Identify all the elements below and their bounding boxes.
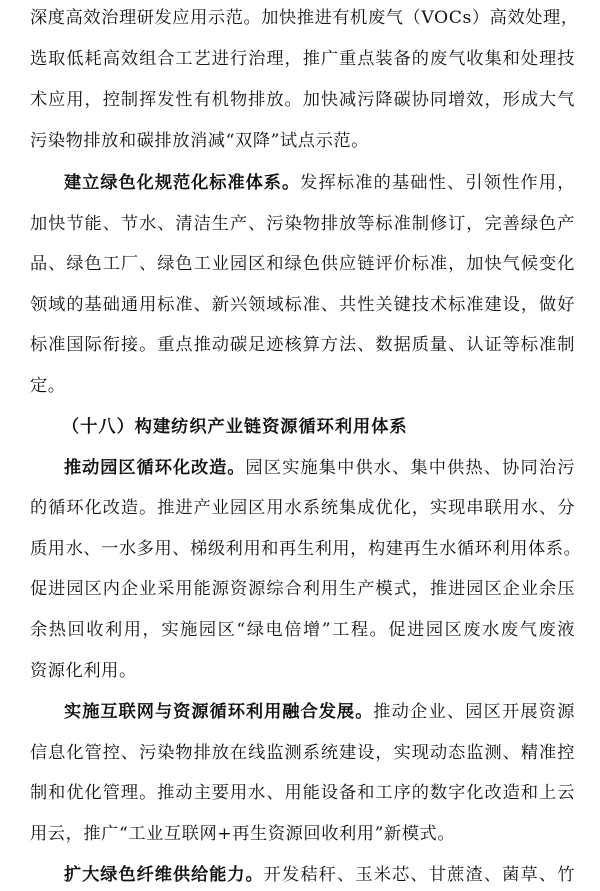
text-line: 信息化管控、污染物排放在线监测系统建设，实现动态监测、精准控	[30, 743, 575, 763]
section-heading: （十八）构建纺织产业链资源循环利用体系	[62, 417, 408, 437]
text-line: 制和优化管理。推动主要用水、用能设备和工序的数字化改造和上云	[30, 783, 575, 803]
text-line: 污染物排放和碳排放消减“双降”试点示范。	[30, 131, 369, 151]
text-line: 余热回收利用，实施园区“绿电倍增”工程。促进园区废水废气废液	[30, 620, 575, 640]
text-line: 加快节能、节水、清洁生产、污染物排放等标准制修订，完善绿色产	[30, 214, 575, 234]
paragraph-lead: 推动园区循环化改造。	[64, 458, 246, 478]
text-line: 的循环化改造。推进产业园区用水系统集成优化，实现串联用水、分	[30, 498, 575, 518]
text-line: 领域的基础通用标准、新兴领域标准、共性关键技术标准建设，做好	[30, 295, 575, 315]
paragraph-lead: 实施互联网与资源循环利用融合发展。	[64, 702, 374, 722]
text-line: 用云，推广“工业互联网+再生资源回收利用”新模式。	[30, 824, 456, 844]
text-line: 扩大绿色纤维供给能力。开发秸秆、玉米芯、甘蔗渣、菌草、竹	[64, 865, 576, 885]
text-line: 促进园区内企业采用能源资源综合利用生产模式，推进园区企业余压	[30, 579, 575, 599]
text-line: 术应用，控制挥发性有机物排放。加快减污降碳协同增效，形成大气	[30, 90, 575, 110]
paragraph-lead: 建立绿色化规范化标准体系。	[64, 173, 301, 193]
text-line: 建立绿色化规范化标准体系。发挥标准的基础性、引领性作用，	[64, 173, 575, 193]
text-line: 推动园区循环化改造。园区实施集中供水、集中供热、协同治污	[64, 458, 575, 478]
text-line: 资源化利用。	[30, 661, 137, 681]
text-line: 选取低耗高效组合工艺进行治理，推广重点装备的废气收集和处理技	[30, 49, 575, 69]
text-line: 深度高效治理研发应用示范。加快推进有机废气（VOCs）高效处理，	[30, 8, 579, 28]
paragraph-lead: 扩大绿色纤维供给能力。	[64, 865, 264, 885]
text-line: 标准国际衔接。重点推动碳足迹核算方法、数据质量、认证等标准制	[30, 335, 575, 355]
text-line: 品、绿色工厂、绿色工业园区和绿色供应链评价标准，加快气候变化	[30, 254, 575, 274]
text-line: 质用水、一水多用、梯级利用和再生利用，构建再生水循环利用体系。	[30, 539, 582, 559]
text-line: 实施互联网与资源循环利用融合发展。推动企业、园区开展资源	[64, 702, 575, 722]
text-line: 定。	[30, 376, 66, 396]
